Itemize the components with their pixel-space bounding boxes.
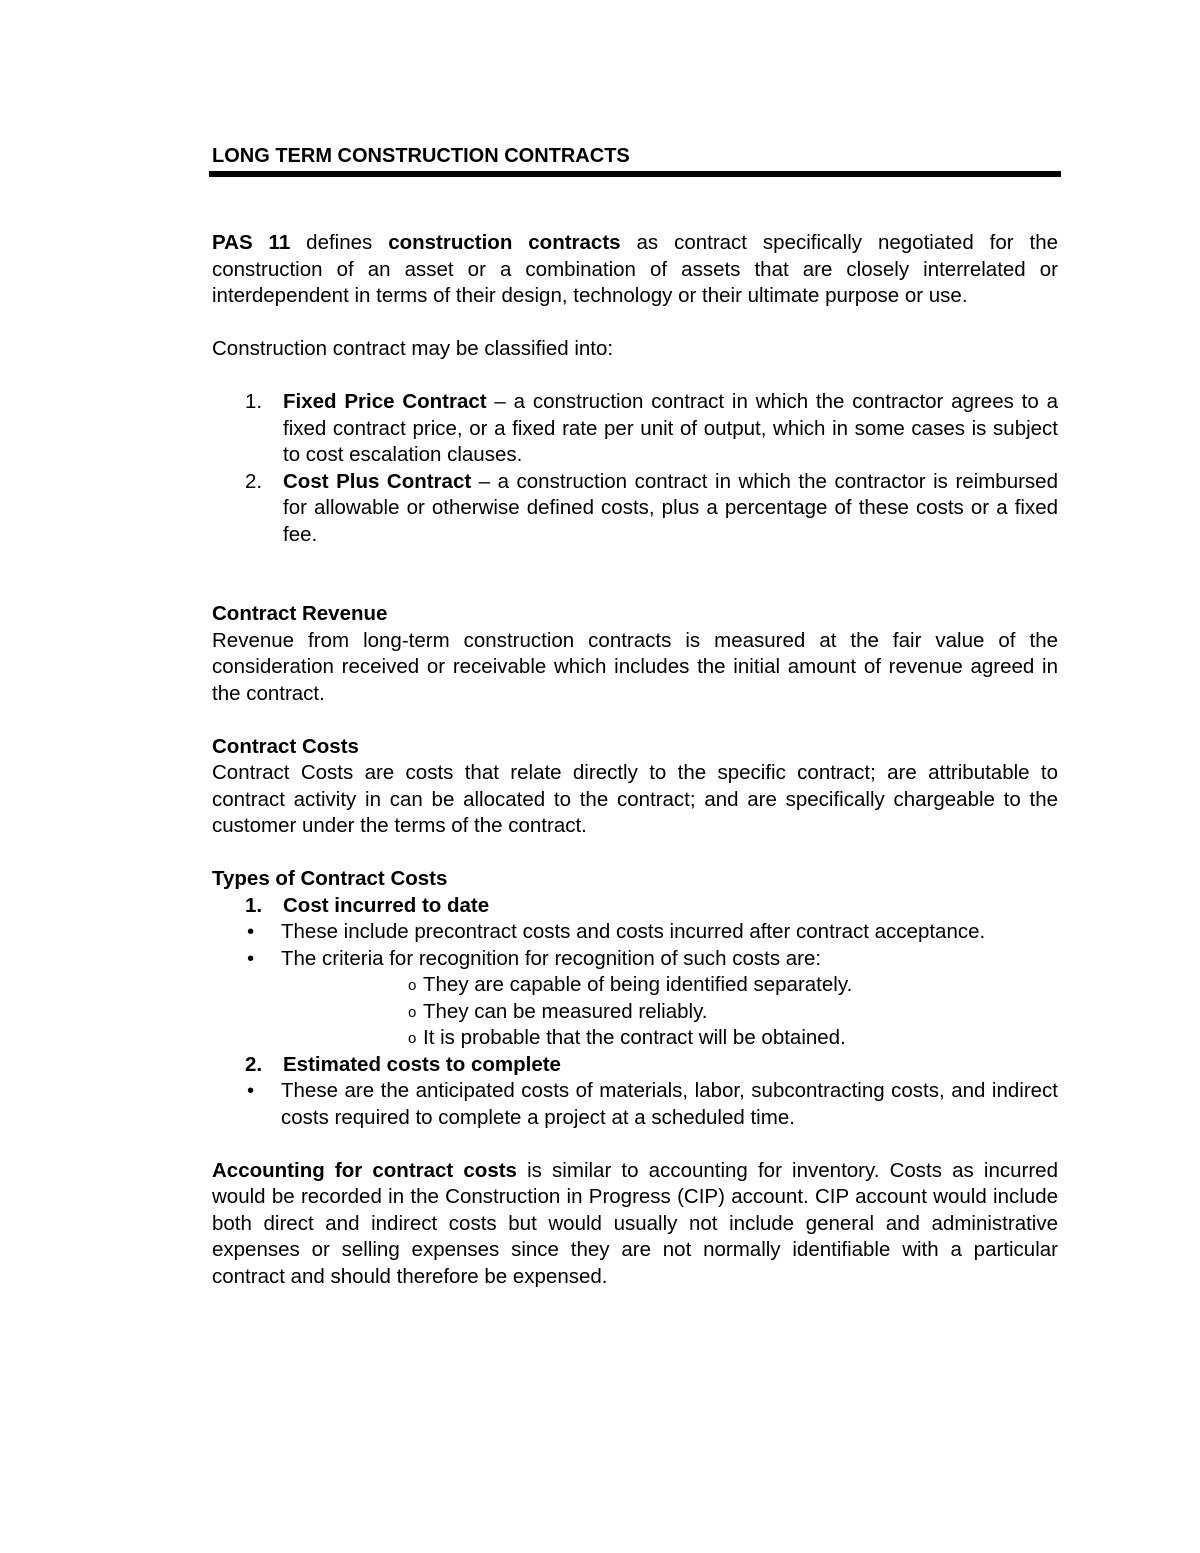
bullet-item: • These include precontract costs and costs incurred after contract acceptance. xyxy=(212,919,1058,946)
cost-type-label: Cost incurred to date xyxy=(283,893,490,917)
sub-bullet-item: o They can be measured reliably. xyxy=(212,999,1058,1026)
intro-paragraph: PAS 11 defines construction contracts as contract specifically negotiated for the construction of an asset or a combination of assets that are closely interrelated or interdependent in terms of their design, technology or their ultimate purpose or use. xyxy=(212,231,1058,307)
section-heading-types-of-costs: Types of Contract Costs xyxy=(212,867,448,890)
section-heading-revenue: Contract Revenue xyxy=(212,602,388,625)
accounting-paragraph: Accounting for contract costs is similar to accounting for inventory. Costs as incurred would be recorded in the Construction in Progress (CIP) account. CIP account would include both direct and indirect costs but would usually not include general and administrative expenses or selling expenses since they are not normally identifiable with a particular contract and should therefore be expensed. xyxy=(212,1158,1058,1288)
contract-type-name: Fixed Price Contract xyxy=(283,390,487,413)
contract-type-desc: – a construction contract in which the contractor is reimbursed for allowable or otherwise defined costs, plus a percentage of these costs or a fixed fee. xyxy=(283,469,1058,546)
circle-bullet-icon: o xyxy=(408,1003,417,1021)
bullet-icon: • xyxy=(247,1079,255,1102)
cost-types-list xyxy=(212,893,1058,1132)
construction-contracts-term: construction contracts xyxy=(388,231,621,254)
list-item xyxy=(212,893,1058,1052)
section-heading-costs: Contract Costs xyxy=(212,734,359,758)
bullet-item: • These are the anticipated costs of materials, labor, subcontracting costs, and indirect costs required to complete a project at a scheduled time. xyxy=(247,1079,1058,1129)
cost-type-label: Estimated costs to complete xyxy=(283,1052,561,1076)
list-number: 2. xyxy=(245,1052,263,1076)
costs-paragraph: Contract Costs are costs that relate directly to the specific contract; are attributable to contract activity in can be allocated to the contract; and are specifically chargeable to the customer under the terms of the contract. xyxy=(212,761,1058,837)
bullet-list xyxy=(212,1078,1058,1131)
bullet-icon: • xyxy=(247,920,255,943)
contract-type-name: Cost Plus Contract xyxy=(283,469,472,493)
pas-reference: PAS 11 xyxy=(212,231,291,254)
list-item xyxy=(212,1052,1058,1132)
list-number: 1. xyxy=(245,390,263,413)
list-number: 2. xyxy=(245,469,263,493)
classified-intro: Construction contract may be classified into: xyxy=(212,337,614,360)
document-title: LONG TERM CONSTRUCTION CONTRACTS xyxy=(212,145,630,167)
sub-bullet-list xyxy=(212,972,1058,1052)
list-number: 1. xyxy=(245,893,263,917)
bullet-item: • The criteria for recognition for recognition of such costs are: xyxy=(212,946,1058,973)
sub-bullet-item: o They are capable of being identified separately. xyxy=(212,972,1058,999)
bullet-list xyxy=(212,919,1058,972)
sub-bullet-item: o It is probable that the contract will be obtained. xyxy=(212,1025,1058,1052)
document-page xyxy=(212,143,1058,1290)
list-item xyxy=(212,469,1058,549)
contract-type-desc: – a construction contract in which the contractor agrees to a fixed contract price, or a fixed rate per unit of output, which in some cases is subject to cost escalation clauses. xyxy=(283,390,1058,466)
accounting-term: Accounting for contract costs xyxy=(212,1158,517,1182)
revenue-paragraph: Revenue from long-term construction contracts is measured at the fair value of the consideration received or receivable which includes the initial amount of revenue agreed in the contract. xyxy=(212,628,1058,705)
list-item xyxy=(212,389,1058,469)
circle-bullet-icon: o xyxy=(408,977,417,994)
circle-bullet-icon: o xyxy=(408,1030,417,1047)
contract-types-list xyxy=(212,389,1058,548)
bullet-icon: • xyxy=(247,946,255,970)
